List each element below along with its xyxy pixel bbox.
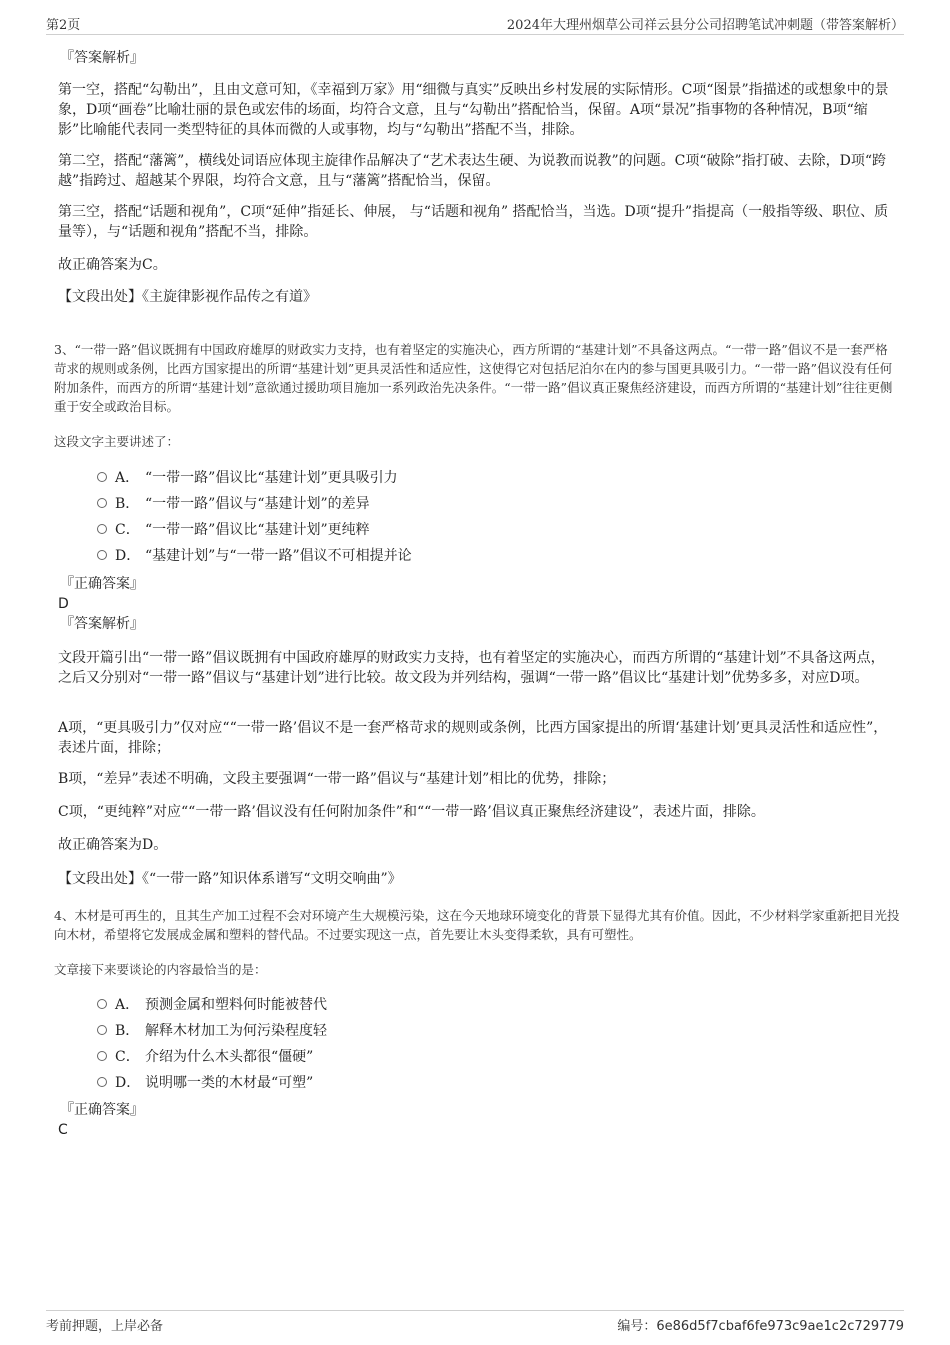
q3-option-b[interactable]: B． “一带一路”倡议与“基建计划”的差异 <box>97 494 370 514</box>
q4-answer-title: 『正确答案』 <box>60 1102 144 1118</box>
q3-analysis-paragraph-1: 文段开篇引出“一带一路”倡议既拥有中国政府雄厚的财政实力支持，也有着坚定的实施决心，而西方所谓的“基建计划”不具备这两点，之后又分别对“一带一路”倡议与“基建计划”进行比较。故文段为并列结构，强调“一带一路”倡议比“基建计划”优势多多，对应D项。 <box>58 650 885 686</box>
radio-icon[interactable] <box>97 524 107 534</box>
q4-stem: 4、木材是可再生的，且其生产加工过程不会对环境产生大规模污染，这在今天地球环境变化的背景下显得尤其有价值。因此，不少材料学家重新把目光投向木材，希望将它发展成金属和塑料的替代品。不过要实现这一点，首先要让木头变得柔软，具有可塑性。 <box>54 908 900 942</box>
q4-option-d[interactable]: D． 说明哪一类的木材最“可塑” <box>97 1073 313 1093</box>
radio-icon[interactable] <box>97 498 107 508</box>
document-title: 2024年大理州烟草公司祥云县分公司招聘笔试冲刺题（带答案解析） <box>506 18 904 33</box>
page-number: 第2页 <box>46 18 81 33</box>
q4-option-c[interactable]: C． 介绍为什么木头都很“僵硬” <box>97 1047 313 1067</box>
q3-analysis-title: 『答案解析』 <box>60 616 144 632</box>
footer-slogan: 考前押题，上岸必备 <box>46 1319 164 1334</box>
q2-analysis-title: 『答案解析』 <box>60 50 144 66</box>
q2-analysis-paragraph-1: 第一空，搭配“勾勒出”，且由文意可知，《幸福到万家》用“细微与真实”反映出乡村发展的实际情形。C项“图景”指描述的或想象中的景象，D项“画卷”比喻壮丽的景色或宏伟的场面，均符合文意，且与“勾勒出”搭配恰当，保留。A项“景况”指事物的各种情况，B项“缩影”比喻能代表同一类型特征的具体而微的人或事物，均与“勾勒出”搭配不当，排除。 <box>58 82 889 138</box>
q3-answer-title: 『正确答案』 <box>60 576 144 592</box>
q2-conclusion: 故正确答案为C。 <box>58 257 167 273</box>
q3-analysis-paragraph-4: C项，“更纯粹”对应““一带一路’倡议没有任何附加条件”和““一带一路’倡议真正聚焦经济建设”，表述片面，排除。 <box>58 804 765 820</box>
radio-icon[interactable] <box>97 1077 107 1087</box>
q3-stem: 3、“一带一路”倡议既拥有中国政府雄厚的财政实力支持，也有着坚定的实施决心，西方所谓的“基建计划”不具备这两点。“一带一路”倡议不是一套严格苛求的规则或条例，比西方国家提出的所谓“基建计划”更具灵活性和适应性，这使得它对包括尼泊尔在内的参与国更具吸引力。“一带一路”倡议没有任何附加条件，而西方的所谓“基建计划”意欲通过援助项目施加一系列政治先决条件。“一带一路”倡议真正聚焦经济建设，而西方所谓的“基建计划”往往更侧重于安全或政治目标。 <box>54 342 893 414</box>
q3-option-d[interactable]: D． “基建计划”与“一带一路”倡议不可相提并论 <box>97 546 412 566</box>
q3-option-a[interactable]: A． “一带一路”倡议比“基建计划”更具吸引力 <box>97 468 398 488</box>
q3-analysis-paragraph-2: A项，“更具吸引力”仅对应““一带一路’倡议不是一套严格苛求的规则或条例，比西方国家提出的所谓‘基建计划’更具灵活性和适应性”，表述片面，排除； <box>58 720 888 756</box>
q3-answer: D <box>58 596 69 612</box>
page-footer <box>46 1310 904 1333</box>
q3-source: 【文段出处】《“一带一路”知识体系谱写“文明交响曲”》 <box>58 871 402 887</box>
q3-question: 这段文字主要讲述了： <box>54 434 180 449</box>
radio-icon[interactable] <box>97 1051 107 1061</box>
document-code: 编号：6e86d5f7cbaf6fe973c9ae1c2c729779 <box>617 1319 904 1334</box>
q4-option-a[interactable]: A． 预测金属和塑料何时能被替代 <box>97 995 327 1015</box>
radio-icon[interactable] <box>97 1025 107 1035</box>
q3-option-c[interactable]: C． “一带一路”倡议比“基建计划”更纯粹 <box>97 520 370 540</box>
q2-analysis-paragraph-2: 第二空，搭配“藩篱”，横线处词语应体现主旋律作品解决了“艺术表达生硬、为说教而说教”的问题。C项“破除”指打破、去除，D项“跨越”指跨过、超越某个界限，均符合文意，且与“藩篱”搭配恰当，保留。 <box>58 153 887 189</box>
q4-option-b[interactable]: B． 解释木材加工为何污染程度轻 <box>97 1021 327 1041</box>
q3-conclusion: 故正确答案为D。 <box>58 837 168 853</box>
q3-analysis-paragraph-3: B项，“差异”表述不明确，文段主要强调“一带一路”倡议与“基建计划”相比的优势，排除； <box>58 771 616 787</box>
q4-question: 文章接下来要谈论的内容最恰当的是： <box>54 962 267 977</box>
radio-icon[interactable] <box>97 472 107 482</box>
page-header <box>46 14 904 35</box>
q2-source: 【文段出处】《主旋律影视作品传之有道》 <box>58 289 317 305</box>
radio-icon[interactable] <box>97 999 107 1009</box>
q2-analysis-paragraph-3: 第三空，搭配“话题和视角”，C项“延伸”指延长、伸展， 与“话题和视角” 搭配恰当，当选。D项“提升”指提高（一般指等级、职位、质量等），与“话题和视角”搭配不当，排除。 <box>58 204 889 240</box>
radio-icon[interactable] <box>97 550 107 560</box>
q4-answer: C <box>58 1122 68 1138</box>
